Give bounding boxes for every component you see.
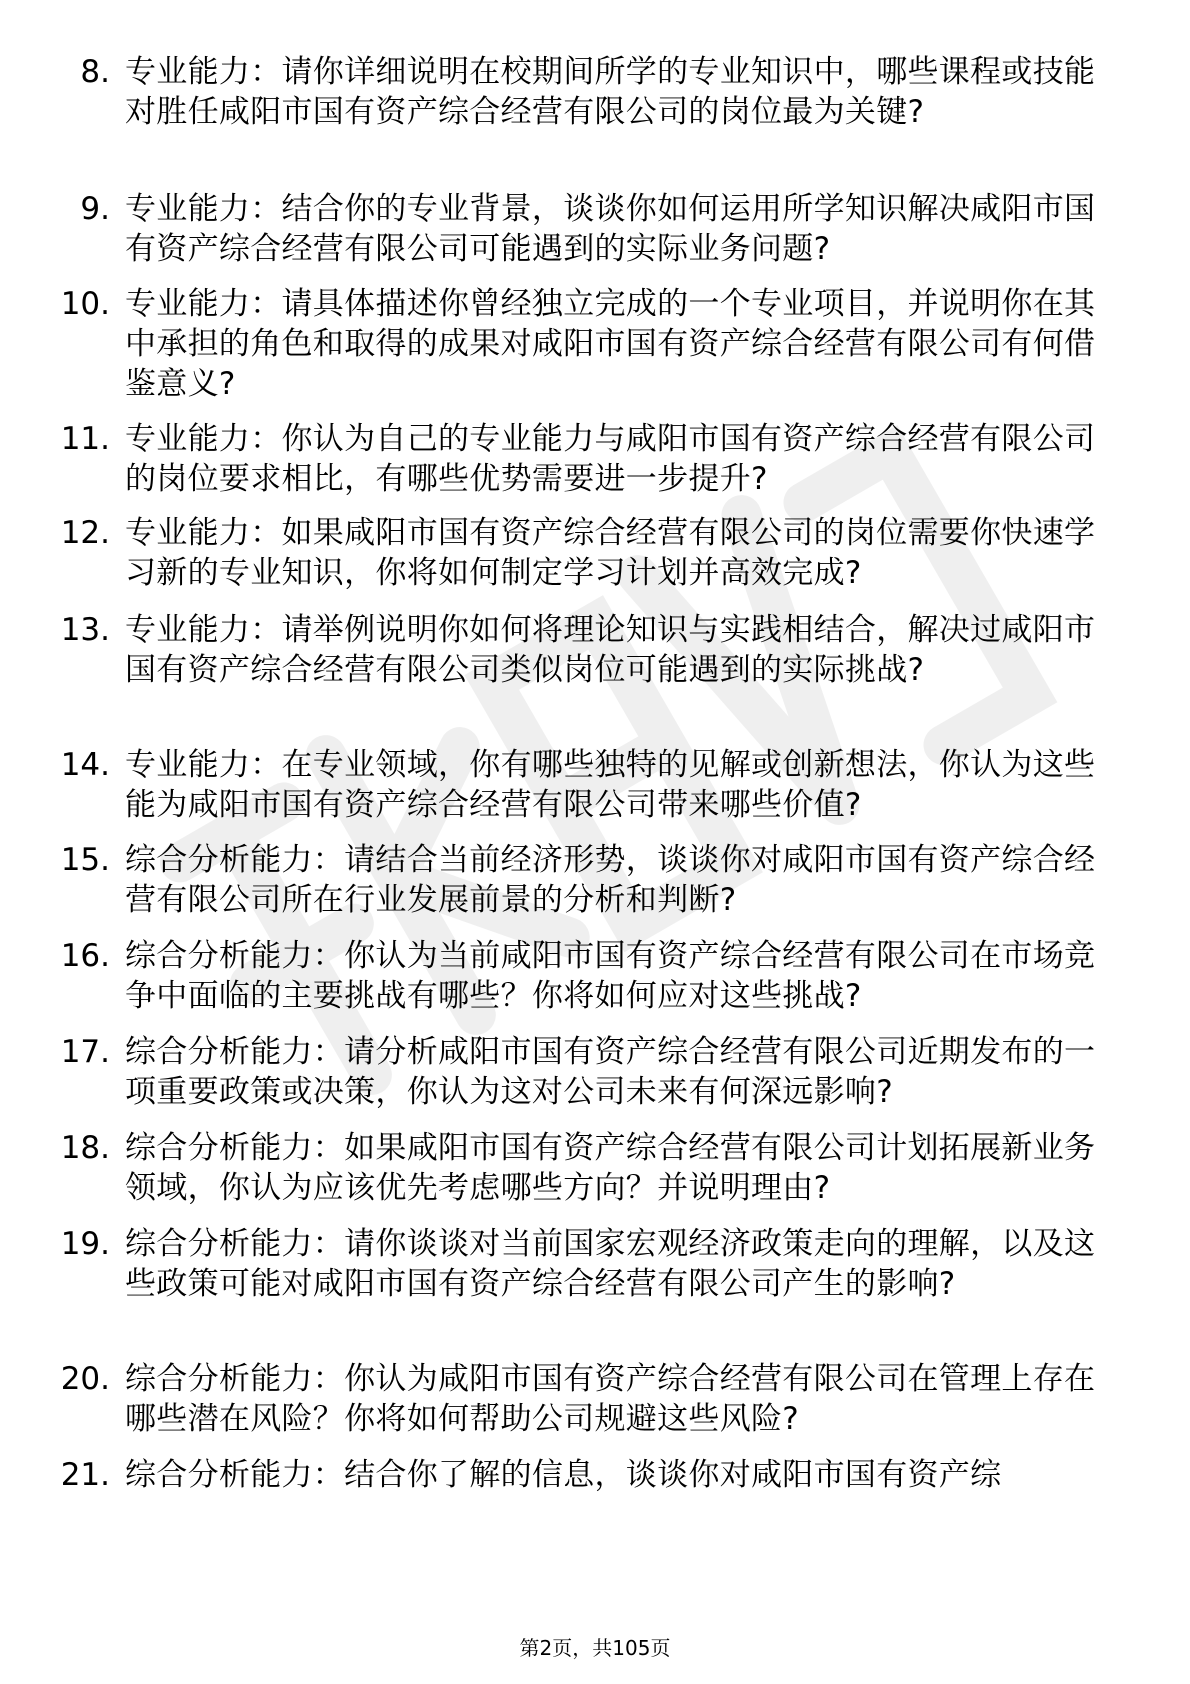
question-number: 8. — [80, 54, 110, 90]
question-number: 14. — [60, 747, 110, 783]
question-text: 综合分析能力：你认为咸阳市国有资产综合经营有限公司在管理上存在哪些潜在风险？你将如何帮助公司规避这些风险? — [125, 1361, 1096, 1437]
page-number-label: 第2页，共105页 — [519, 1636, 671, 1660]
question-number: 16. — [60, 938, 110, 974]
question-text: 综合分析能力：如果咸阳市国有资产综合经营有限公司计划拓展新业务领域，你认为应该优先考虑哪些方向？并说明理由? — [125, 1130, 1096, 1206]
question-text: 综合分析能力：结合你了解的信息，谈谈你对咸阳市国有资产综 — [125, 1457, 1002, 1493]
page-footer — [0, 1634, 1190, 1662]
question-text: 专业能力：请你详细说明在校期间所学的专业知识中，哪些课程或技能对胜任咸阳市国有资产综合经营有限公司的岗位最为关键? — [125, 54, 1096, 130]
question-number: 9. — [80, 191, 110, 227]
question-number: 12. — [60, 515, 110, 551]
question-text: 专业能力：结合你的专业背景，谈谈你如何运用所学知识解决咸阳市国有资产综合经营有限公司可能遇到的实际业务问题? — [125, 191, 1096, 267]
question-number: 21. — [60, 1457, 110, 1493]
question-number: 20. — [60, 1361, 110, 1397]
question-text: 综合分析能力：请你谈谈对当前国家宏观经济政策走向的理解，以及这些政策可能对咸阳市国有资产综合经营有限公司产生的影响? — [125, 1226, 1096, 1302]
question-text: 综合分析能力：你认为当前咸阳市国有资产综合经营有限公司在市场竞争中面临的主要挑战有哪些？你将如何应对这些挑战? — [125, 938, 1096, 1014]
question-text: 专业能力：在专业领域，你有哪些独特的见解或创新想法，你认为这些能为咸阳市国有资产综合经营有限公司带来哪些价值? — [125, 747, 1096, 823]
question-number: 17. — [60, 1034, 110, 1070]
question-text: 综合分析能力：请结合当前经济形势，谈谈你对咸阳市国有资产综合经营有限公司所在行业发展前景的分析和判断? — [125, 842, 1096, 918]
question-number: 18. — [60, 1130, 110, 1166]
question-text: 专业能力：请举例说明你如何将理论知识与实践相结合，解决过咸阳市国有资产综合经营有限公司类似岗位可能遇到的实际挑战? — [125, 612, 1096, 688]
question-number: 19. — [60, 1226, 110, 1262]
question-number: 15. — [60, 842, 110, 878]
question-text: 专业能力：如果咸阳市国有资产综合经营有限公司的岗位需要你快速学习新的专业知识，你将如何制定学习计划并高效完成? — [125, 515, 1096, 591]
question-number: 13. — [60, 612, 110, 648]
question-text: 专业能力：请具体描述你曾经独立完成的一个专业项目，并说明你在其中承担的角色和取得的成果对咸阳市国有资产综合经营有限公司有何借鉴意义? — [125, 286, 1096, 402]
question-number: 10. — [60, 286, 110, 322]
question-text: 专业能力：你认为自己的专业能力与咸阳市国有资产综合经营有限公司的岗位要求相比，有哪些优势需要进一步提升? — [125, 421, 1096, 497]
question-number: 11. — [60, 421, 110, 457]
question-text: 综合分析能力：请分析咸阳市国有资产综合经营有限公司近期发布的一项重要政策或决策，你认为这对公司未来有何深远影响? — [125, 1034, 1096, 1110]
